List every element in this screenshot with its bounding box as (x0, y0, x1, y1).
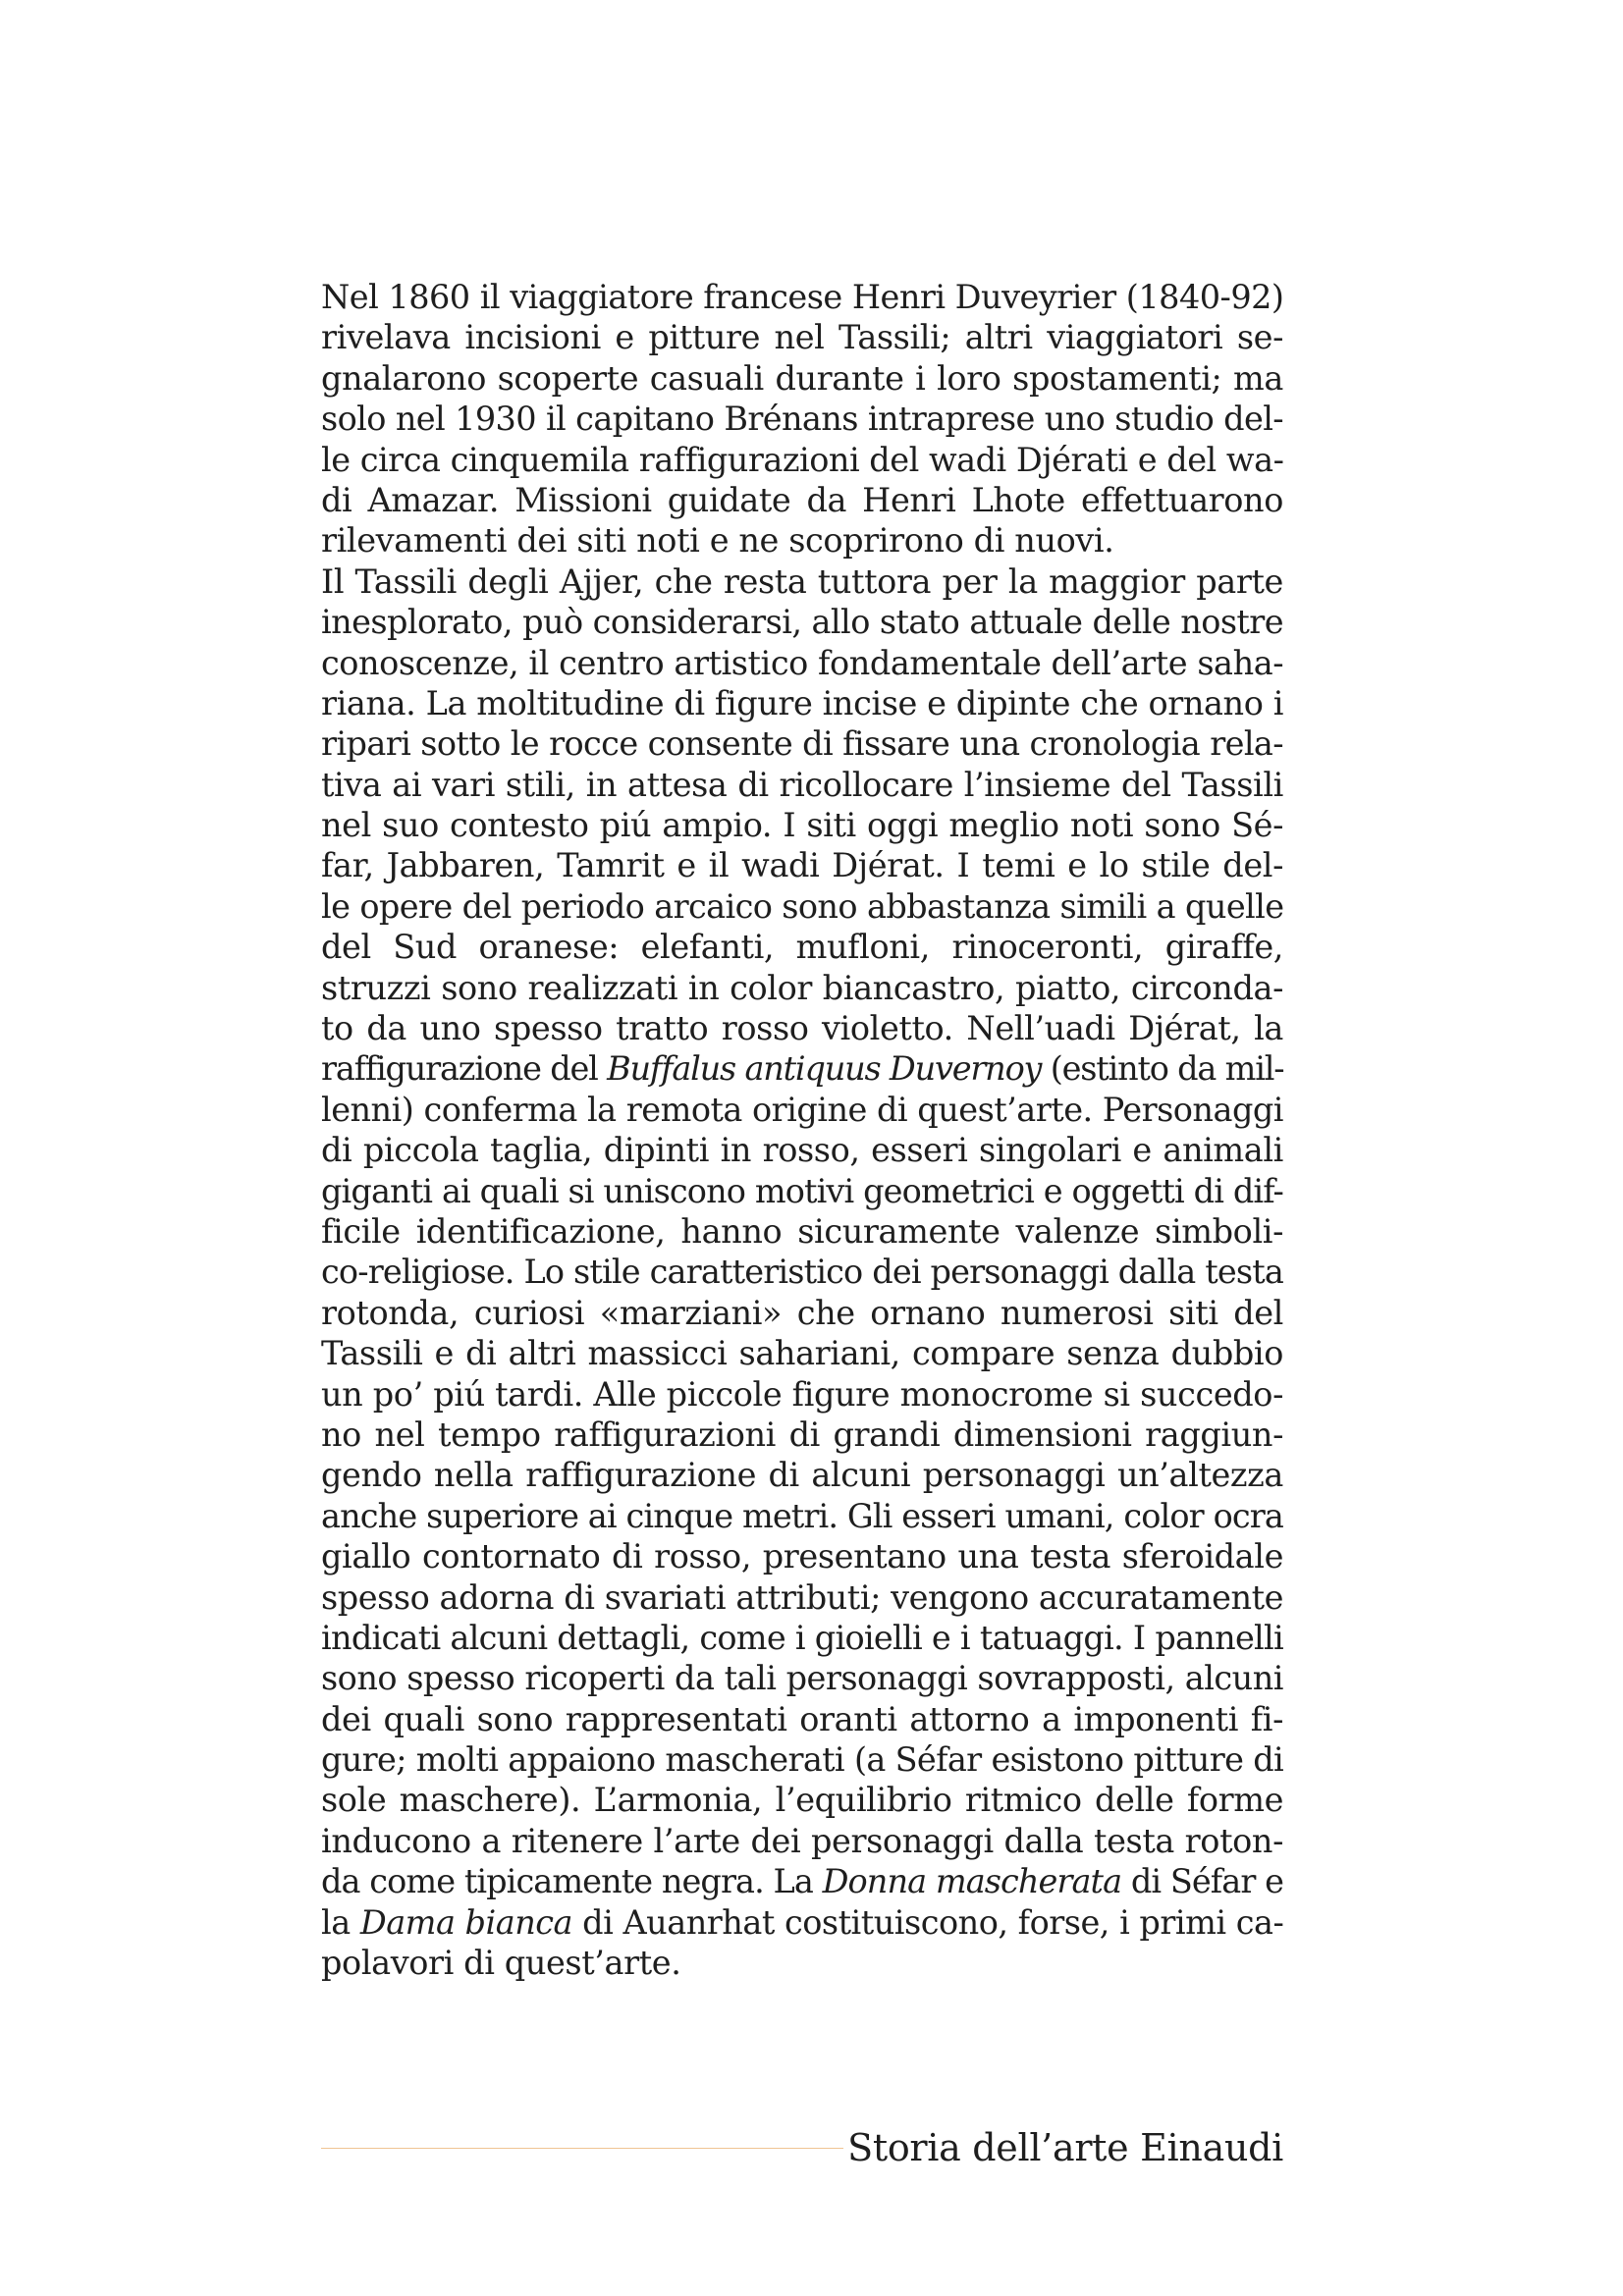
text-line (321, 1048, 1283, 1089)
text-line: ripari sotto le rocce consente di fissare una cronologia rela- (321, 724, 1283, 764)
text-line: le circa cinquemila raffigurazioni del wadi Djérati e del wa- (321, 440, 1284, 479)
text-line: lenni) conferma la remota origine di quest’arte. Personaggi (321, 1090, 1283, 1129)
text-line: conoscenze, il centro artistico fondamentale dell’arte saha- (321, 643, 1284, 682)
text-line: dei quali sono rappresentati oranti attorno a imponenti fi- (321, 1699, 1283, 1738)
text-line: inesplorato, può considerarsi, allo stato attuale delle nostre (321, 603, 1283, 642)
text-line: Tassili e di altri massicci sahariani, compare senza dubbio (321, 1334, 1283, 1373)
text-line: di Amazar. Missioni guidate da Henri Lhote effettuarono (321, 480, 1283, 519)
text-line: rotonda, curiosi «marziani» che ornano numerosi siti del (321, 1293, 1283, 1332)
text-line: tiva ai vari stili, in attesa di ricollocare l’insieme del Tassili (321, 765, 1283, 804)
text-line: far, Jabbaren, Tamrit e il wadi Djérat. I temi e lo stile del- (321, 846, 1283, 885)
text-line: spesso adorna di svariati attributi; vengono accuratamente (321, 1577, 1283, 1617)
text-line: anche superiore ai cinque metri. Gli esseri umani, color ocra (321, 1496, 1283, 1535)
text-segment: di Séfar e (1121, 1862, 1284, 1901)
text-segment: di Auanrhat costituiscono, forse, i primi ca- (572, 1902, 1284, 1942)
text-line: indicati alcuni dettagli, come i gioielli e i tatuaggi. I pannelli (321, 1618, 1283, 1657)
text-line: di piccola taglia, dipinti in rosso, esseri singolari e animali (321, 1131, 1283, 1170)
text-line: gure; molti appaiono mascherati (a Séfar esistono pitture di (321, 1740, 1284, 1780)
text-segment: (estinto da mil- (1041, 1049, 1284, 1089)
text-line: nel suo contesto piú ampio. I siti oggi meglio noti sono Sé- (321, 806, 1283, 845)
footer-title: Storia dell’arte Einaudi (847, 2126, 1283, 2169)
text-line: gnalarono scoperte casuali durante i loro spostamenti; ma (321, 358, 1283, 398)
italic-title: Donna mascherata (822, 1862, 1122, 1901)
text-line (321, 1902, 1283, 1943)
text-line: giallo contornato di rosso, presentano una testa sferoidale (321, 1537, 1283, 1576)
text-line: ficile identificazione, hanno sicuramente valenze simboli- (321, 1211, 1283, 1251)
text-line: giganti ai quali si uniscono motivi geometrici e oggetti di dif- (321, 1171, 1283, 1210)
body-text (321, 277, 1283, 1983)
text-line: to da uno spesso tratto rosso violetto. Nell’uadi Djérat, la (321, 1009, 1283, 1048)
text-line: struzzi sono realizzati in color biancastro, piatto, circonda- (321, 968, 1283, 1007)
text-segment: la (321, 1902, 360, 1942)
italic-title: Buffalus antiquus Duvernoy (607, 1049, 1042, 1089)
text-line: co-religiose. Lo stile caratteristico dei personaggi dalla testa (321, 1253, 1283, 1292)
text-line: gendo nella raffigurazione di alcuni personaggi un’altezza (321, 1456, 1283, 1495)
text-line: sole maschere). L’armonia, l’equilibrio ritmico delle forme (321, 1781, 1283, 1820)
text-segment: raffigurazione del (321, 1049, 608, 1089)
text-line: Nel 1860 il viaggiatore francese Henri Duveyrier (1840-92) (321, 278, 1284, 316)
text-line: Il Tassili degli Ajjer, che resta tuttora per la maggior parte (321, 561, 1283, 601)
text-line: polavori di quest’arte. (321, 1944, 681, 1983)
text-line: no nel tempo raffigurazioni di grandi dimensioni raggiun- (321, 1415, 1283, 1454)
footer (321, 2118, 1283, 2177)
text-line: solo nel 1930 il capitano Brénans intraprese uno studio del- (321, 400, 1283, 439)
text-line: rilevamenti dei siti noti e ne scoprirono di nuovi. (321, 521, 1114, 561)
text-line: del Sud oranese: elefanti, mufloni, rinoceronti, giraffe, (321, 928, 1283, 967)
text-line: rivelava incisioni e pitture nel Tassili; altri viaggiatori se- (321, 318, 1283, 357)
text-line: sono spesso ricoperti da tali personaggi sovrapposti, alcuni (321, 1659, 1283, 1698)
italic-title: Dama bianca (359, 1902, 573, 1942)
text-line (321, 1861, 1283, 1901)
text-line: un po’ piú tardi. Alle piccole figure monocrome si succedo- (321, 1374, 1283, 1414)
text-segment: da come tipicamente negra. La (321, 1862, 823, 1901)
text-line: inducono a ritenere l’arte dei personaggi dalla testa roton- (321, 1821, 1283, 1860)
text-line: le opere del periodo arcaico sono abbastanza simili a quelle (321, 886, 1284, 926)
text-line: riana. La moltitudine di figure incise e dipinte che ornano i (321, 683, 1283, 722)
footer-rule (321, 2148, 843, 2149)
